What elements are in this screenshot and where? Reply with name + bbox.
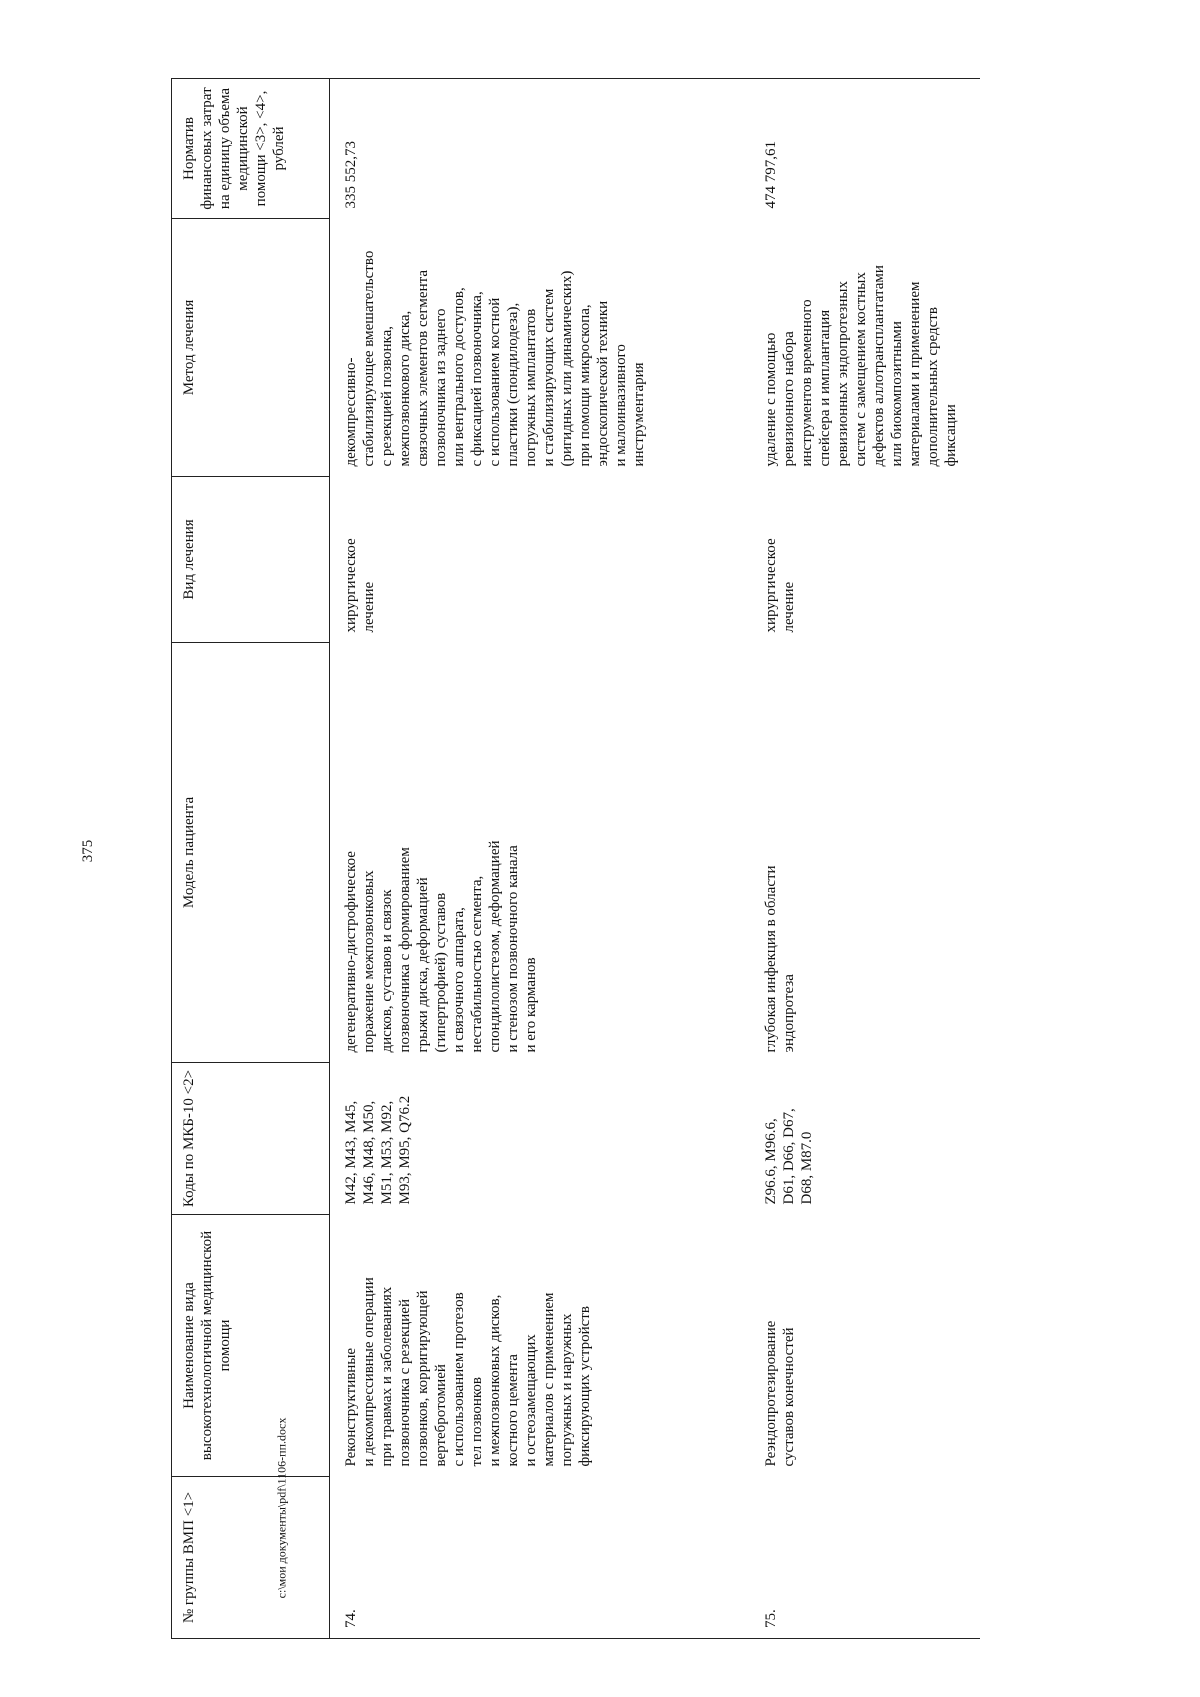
row-patient-model: глубокая инфекция в области эндопротеза	[763, 865, 797, 1053]
row-treatment-type: хирургическое лечение	[763, 538, 797, 633]
header-patient-model: Модель пациента	[172, 643, 330, 1063]
header-icd-codes: Коды по МКБ-10 <2>	[172, 1063, 330, 1215]
row-cost-norm: 474 797,61	[750, 79, 980, 219]
header-vmp-name: Наименование вида высокотехнологичной медицинской помощи	[172, 1215, 330, 1477]
header-treatment-type: Вид лечения	[172, 477, 330, 643]
row-vmp-name: Реконструктивные и декомпрессивные операции при травмах и заболеваниях позвоночника с резекцией позвонков, корригирующей вертебротомией с использованием протезов тел позвонков и межпозвонковых дисков, костного цемента и остеозамещающих материалов с применением погружных и наружных фиксирующих устройств	[343, 1277, 593, 1467]
rotated-table-canvas	[171, 79, 959, 1639]
header-cost-norm: Норматив финансовых затрат на единицу объема медицинской помощи <3>, <4>, рублей	[172, 79, 330, 219]
row-vmp-name: Реэндопротезирование суставов конечностей	[763, 1320, 797, 1467]
row-patient-model: дегенеративно-дистрофическое поражение межпозвонковых дисков, суставов и связок позвоночника с формированием грыжи диска, деформацией (гипертрофией) суставов и связочного аппарата, нестабильностью сегмента, спондилолистезом, деформацией и стенозом позвоночного канала и его карманов	[343, 840, 539, 1053]
row-number: 74.	[330, 1477, 751, 1639]
page-number: 375	[80, 839, 96, 863]
header-treatment-method: Метод лечения	[172, 219, 330, 477]
row-treatment-type: хирургическое лечение	[343, 538, 377, 633]
row-number: 75.	[750, 1477, 980, 1639]
footer-file-path-text: c:\мои документы\pdf\1106-пп.docx	[274, 1417, 289, 1599]
vmp-table	[171, 78, 980, 1639]
row-icd-codes: Z96.6, M96.6, D61, D66, D67, D68, M87.0	[763, 1108, 815, 1205]
header-group-number: № группы ВМП <1>	[172, 1477, 330, 1639]
row-treatment-method: декомпрессивно- стабилизирующее вмешательство с резекцией позвонка, межпозвонкового диска, связочных элементов сегмента позвоночника из заднего или вентрального доступов, с фиксацией позвоночника, с использованием костной пластики (спондилодеза), погружных имплантатов и стабилизирующих систем (ригидных или динамических) при помощи микроскопа, эндоскопической техники и малоинвазивного инструментария	[343, 250, 647, 467]
table-row	[750, 79, 980, 1639]
row-treatment-method: удаление с помощью ревизионного набора инструментов временного спейсера и имплантация ревизионных эндопротезных систем с замещением костных дефектов аллотрансплантатами или биокомпозитными материалами и применением дополнительных средств фиксации	[763, 265, 959, 467]
row-icd-codes: M42, M43, M45, M46, M48, M50, M51, M53, M92, M93, M95, Q76.2	[343, 1095, 413, 1205]
table-header-row	[172, 79, 330, 1639]
row-cost-norm: 335 552,73	[330, 79, 751, 219]
footer-file-path	[274, 1417, 289, 1599]
table-row	[330, 79, 751, 1639]
